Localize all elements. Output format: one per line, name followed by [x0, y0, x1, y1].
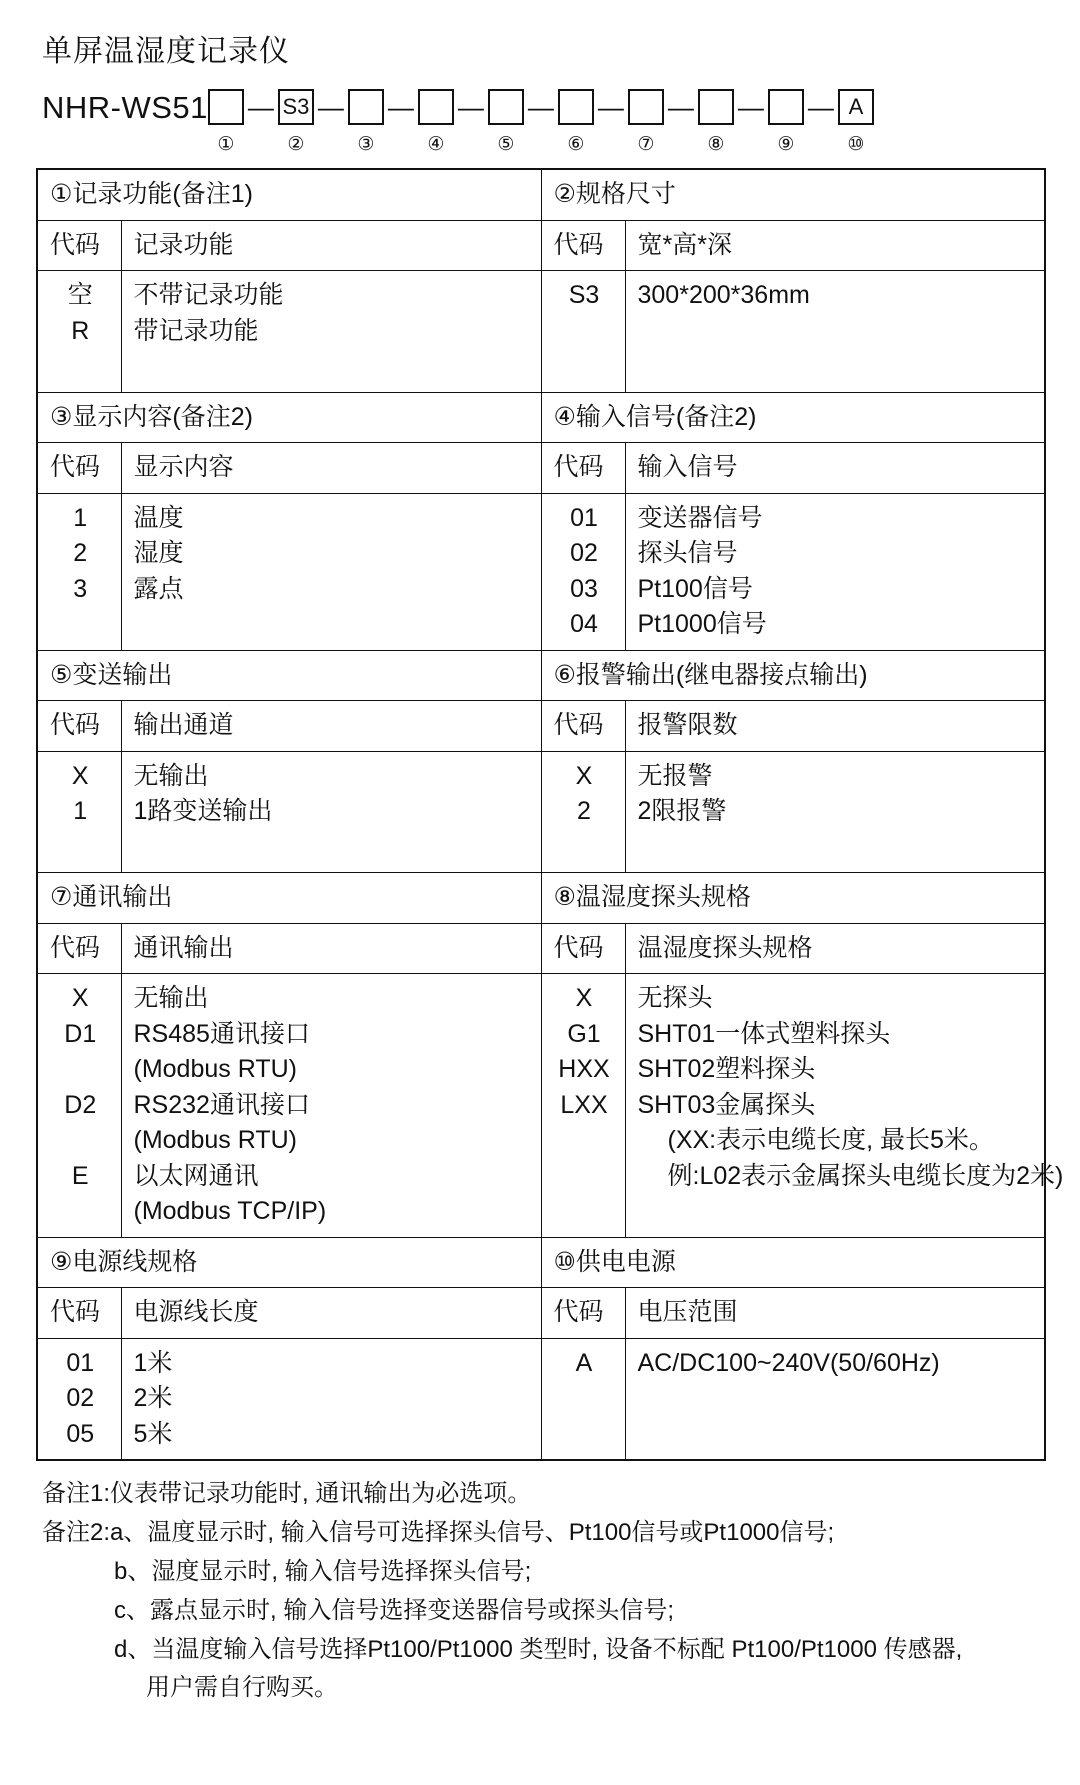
code-cell: E	[71, 1161, 89, 1190]
code-cell: 2	[73, 539, 88, 567]
section-2-left-value-header: 显示内容	[121, 443, 541, 494]
section-4-right-codes	[541, 974, 625, 1238]
code-cell: X	[71, 761, 89, 790]
table-row	[37, 1288, 1045, 1339]
section-2-left-code-header: 代码	[37, 443, 121, 494]
section-2-right-codes	[541, 493, 625, 650]
model-dash-8: —	[737, 92, 764, 122]
model-dash-6: —	[597, 92, 624, 122]
value-cell: SHT02塑料探头	[637, 1055, 816, 1083]
marker-5: ⑤	[497, 133, 515, 155]
section-5-left-codes	[37, 1338, 121, 1460]
value-cell: (Modbus RTU)	[133, 1055, 297, 1083]
value-cell: 例:L02表示金属探头电缆长度为2米)	[667, 1161, 1064, 1190]
model-dash-9: —	[807, 92, 834, 122]
model-dash-5: —	[527, 92, 554, 122]
table-row	[37, 701, 1045, 752]
value-cell: 不带记录功能	[133, 281, 284, 309]
note-line-5: d、当温度输入信号选择Pt100/Pt1000 类型时, 设备不标配 Pt100/Pt1000 传感器,	[114, 1635, 963, 1663]
marker-2: ②	[287, 133, 305, 155]
section-5-right-values	[625, 1338, 1045, 1460]
marker-10: ⑩	[847, 133, 865, 155]
model-box-8[interactable]	[698, 89, 734, 125]
section-5-left-value-header: 电源线长度	[121, 1288, 541, 1339]
value-cell: 无输出	[133, 761, 209, 790]
value-cell: 5米	[133, 1419, 173, 1448]
section-2-left-header: ③显示内容(备注2)	[37, 392, 541, 443]
section-5-right-codes	[541, 1338, 625, 1460]
model-dash-1: —	[247, 92, 274, 122]
table-row	[37, 493, 1045, 650]
model-dash-2: —	[317, 92, 344, 122]
section-4-right-value-header: 温湿度探头规格	[625, 923, 1045, 974]
table-row	[37, 169, 1045, 220]
model-dash-4: —	[457, 92, 484, 122]
code-cell: 01	[66, 1348, 95, 1377]
code-cell: LXX	[560, 1090, 608, 1119]
marker-8: ⑧	[707, 133, 725, 155]
value-cell: AC/DC100~240V(50/60Hz)	[637, 1348, 940, 1377]
code-cell: D1	[64, 1019, 97, 1048]
marker-7: ⑦	[637, 133, 655, 155]
table-row	[37, 1338, 1045, 1460]
note-line-3: b、湿度显示时, 输入信号选择探头信号;	[114, 1557, 532, 1585]
table-row	[37, 271, 1045, 393]
section-3-right-code-header: 代码	[541, 701, 625, 752]
value-cell: 湿度	[133, 539, 184, 567]
note-line-1: 备注1:仪表带记录功能时, 通讯输出为必选项。	[42, 1480, 532, 1507]
value-cell: 1米	[133, 1348, 173, 1377]
code-cell: G1	[567, 1019, 601, 1048]
section-4-left-value-header: 通讯输出	[121, 923, 541, 974]
code-cell: D2	[64, 1090, 97, 1119]
section-1-right-value-header: 宽*高*深	[625, 220, 1045, 271]
marker-4: ④	[427, 133, 445, 155]
section-5-left-values	[121, 1338, 541, 1460]
code-cell: A	[575, 1348, 593, 1377]
table-row	[37, 1237, 1045, 1288]
model-box-1[interactable]	[208, 89, 244, 125]
marker-6: ⑥	[567, 133, 585, 155]
value-cell: SHT01一体式塑料探头	[637, 1019, 891, 1048]
value-cell: RS232通讯接口	[133, 1090, 310, 1119]
code-cell: 2	[577, 797, 591, 825]
section-1-left-code-header: 代码	[37, 220, 121, 271]
section-5-right-code-header: 代码	[541, 1288, 625, 1339]
section-4-left-header: ⑦通讯输出	[37, 873, 541, 924]
section-3-left-values	[121, 751, 541, 873]
section-4-right-code-header: 代码	[541, 923, 625, 974]
code-cell: 03	[570, 574, 598, 603]
section-1-left-values	[121, 271, 541, 393]
code-cell: 3	[73, 574, 88, 603]
value-cell: (Modbus RTU)	[133, 1126, 297, 1154]
section-1-right-header: ②规格尺寸	[541, 169, 1045, 220]
value-cell: (XX:表示电缆长度, 最长5米。	[667, 1126, 994, 1154]
code-cell: 1	[73, 503, 88, 532]
section-3-right-header: ⑥报警输出(继电器接点输出)	[541, 650, 1045, 701]
value-cell: 无报警	[637, 761, 713, 790]
model-dash-7: —	[667, 92, 694, 122]
code-cell: 1	[73, 797, 88, 825]
code-cell: R	[71, 316, 90, 345]
section-5-left-header: ⑨电源线规格	[37, 1237, 541, 1288]
model-box-3[interactable]	[348, 89, 384, 125]
section-3-left-header: ⑤变送输出	[37, 650, 541, 701]
section-3-right-value-header: 报警限数	[625, 701, 1045, 752]
value-cell: 2米	[133, 1384, 173, 1412]
section-4-right-values	[625, 974, 1064, 1238]
table-row	[37, 923, 1045, 974]
section-4-right-header: ⑧温湿度探头规格	[541, 873, 1045, 924]
section-4-left-codes	[37, 974, 121, 1238]
section-5-left-code-header: 代码	[37, 1288, 121, 1339]
section-3-left-codes	[37, 751, 121, 873]
value-cell: 无探头	[637, 984, 713, 1012]
section-1-left-value-header: 记录功能	[121, 220, 541, 271]
note-line-4: c、露点显示时, 输入信号选择变送器信号或探头信号;	[114, 1596, 675, 1624]
marker-3: ③	[357, 133, 375, 155]
value-cell: 无输出	[133, 984, 209, 1012]
section-2-right-values	[625, 493, 1045, 650]
model-box-10[interactable]: A	[838, 89, 874, 125]
model-prefix: NHR-WS51	[42, 89, 208, 125]
model-box-4[interactable]	[418, 89, 454, 125]
section-4-left-values	[121, 974, 541, 1238]
value-cell: RS485通讯接口	[133, 1019, 310, 1048]
table-row	[37, 873, 1045, 924]
code-cell: S3	[568, 281, 600, 309]
table-row	[37, 443, 1045, 494]
value-cell: 变送器信号	[637, 503, 763, 532]
value-cell: Pt1000信号	[637, 610, 767, 638]
section-5-right-header: ⑩供电电源	[541, 1237, 1045, 1288]
section-3-left-code-header: 代码	[37, 701, 121, 752]
section-1-right-code-header: 代码	[541, 220, 625, 271]
value-cell: 带记录功能	[133, 316, 259, 345]
section-1-left-codes	[37, 271, 121, 393]
section-3-right-codes	[541, 751, 625, 873]
code-cell: 04	[570, 610, 598, 638]
section-1-right-values	[625, 271, 1045, 393]
table-row	[37, 392, 1045, 443]
code-cell: 空	[67, 281, 93, 309]
section-2-left-codes	[37, 493, 121, 650]
section-3-right-values	[625, 751, 1045, 873]
section-2-right-value-header: 输入信号	[625, 443, 1045, 494]
section-1-right-codes	[541, 271, 625, 393]
table-row	[37, 751, 1045, 873]
table-row	[37, 220, 1045, 271]
section-3-left-value-header: 输出通道	[121, 701, 541, 752]
value-cell: 2限报警	[637, 797, 727, 825]
section-2-right-header: ④输入信号(备注2)	[541, 392, 1045, 443]
model-box-5[interactable]	[488, 89, 524, 125]
marker-1: ①	[217, 133, 235, 155]
code-cell: 02	[66, 1384, 95, 1412]
section-1-left-header: ①记录功能(备注1)	[37, 169, 541, 220]
model-box-9[interactable]	[768, 89, 804, 125]
model-box-2[interactable]: S3	[278, 89, 314, 125]
marker-9: ⑨	[777, 133, 795, 155]
section-2-right-code-header: 代码	[541, 443, 625, 494]
code-cell: X	[575, 984, 593, 1012]
code-cell: 02	[570, 539, 598, 567]
value-cell: 300*200*36mm	[637, 281, 810, 309]
note-line-2: 备注2:a、温度显示时, 输入信号可选择探头信号、Pt100信号或Pt1000信号;	[42, 1518, 835, 1546]
section-5-right-value-header: 电压范围	[625, 1288, 1045, 1339]
model-code-row	[42, 84, 1044, 130]
value-cell: Pt100信号	[637, 574, 753, 603]
value-cell: SHT03金属探头	[637, 1090, 816, 1119]
value-cell: 探头信号	[637, 539, 738, 567]
value-cell: 1路变送输出	[133, 797, 273, 825]
spec-table	[36, 168, 1064, 1461]
value-cell: (Modbus TCP/IP)	[133, 1197, 327, 1225]
code-cell: X	[575, 761, 593, 790]
value-cell: 露点	[133, 574, 184, 603]
code-cell: 01	[570, 503, 598, 532]
model-dash-3: —	[387, 92, 414, 122]
value-cell: 温度	[133, 503, 184, 532]
model-box-7[interactable]	[628, 89, 664, 125]
notes-block	[42, 1475, 1044, 1708]
model-box-6[interactable]	[558, 89, 594, 125]
section-4-left-code-header: 代码	[37, 923, 121, 974]
code-cell: 05	[66, 1419, 95, 1448]
note-line-6: 用户需自行购买。	[146, 1674, 338, 1702]
table-row	[37, 650, 1045, 701]
table-row	[37, 974, 1045, 1238]
code-cell: X	[71, 984, 89, 1012]
value-cell: 以太网通讯	[133, 1161, 259, 1190]
code-cell: HXX	[558, 1055, 610, 1083]
page-title: 单屏温湿度记录仪	[42, 35, 290, 68]
section-2-left-values	[121, 493, 541, 650]
model-marker-row	[42, 130, 1044, 158]
